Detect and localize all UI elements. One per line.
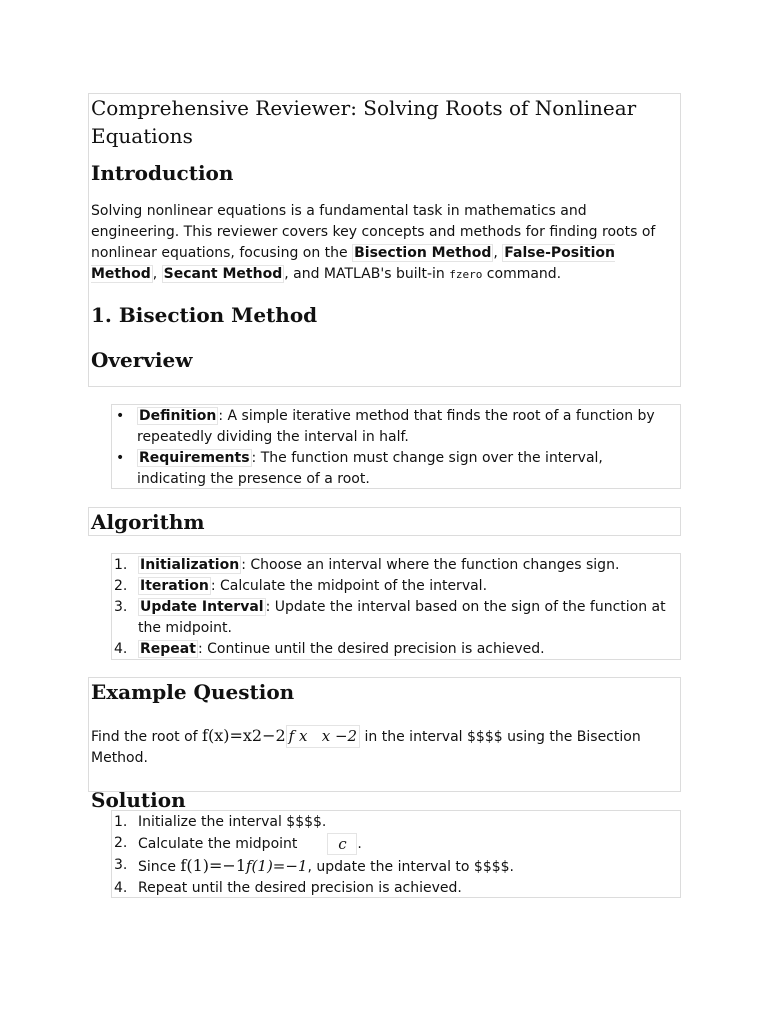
- intro-text: command.: [482, 266, 562, 282]
- requirements-term: Requirements: [139, 450, 250, 466]
- list-number: 1.: [114, 557, 128, 573]
- update-interval-term: Update Interval: [140, 599, 264, 615]
- list-number: 1.: [114, 814, 128, 830]
- solution-step-text: Initialize the interval $$$$.: [138, 814, 327, 830]
- intro-text: Solving nonlinear equations is a fundamental task in mathematics and engineering. This reviewer covers key concepts and methods for finding roots of nonlinear equations, focusing on the: [91, 203, 656, 261]
- solution-equation-rendered: f(1)=−1: [246, 857, 308, 875]
- iteration-term: Iteration: [140, 578, 209, 594]
- overview-heading: Overview: [91, 348, 193, 372]
- list-item: [113, 406, 676, 448]
- update-interval-text: : Update the interval based on the sign of the function at the midpoint.: [138, 599, 666, 636]
- list-item: [114, 812, 676, 833]
- list-item: [113, 448, 676, 490]
- algorithm-heading-block: [88, 507, 681, 536]
- example-equation-rendered: f x x −2: [286, 725, 360, 748]
- list-item: [114, 833, 676, 855]
- list-item: [114, 878, 676, 899]
- list-number: 3.: [114, 599, 128, 615]
- introduction-paragraph: [91, 201, 678, 285]
- example-prefix: Find the root of: [91, 729, 203, 745]
- repeat-text: : Continue until the desired precision is achieved.: [197, 641, 545, 657]
- requirements-text: : The function must change sign over the interval, indicating the presence of a root.: [137, 450, 603, 487]
- bisection-keyword: Bisection Method: [354, 245, 492, 261]
- initialization-text: : Choose an interval where the function changes sign.: [241, 557, 620, 573]
- algorithm-list-block: [111, 553, 681, 660]
- list-item: [114, 639, 676, 660]
- introduction-heading: Introduction: [91, 161, 234, 185]
- solution-step-punctuation: .: [357, 836, 362, 852]
- solution-step-text: Repeat until the desired precision is achieved.: [138, 880, 462, 896]
- solution-step-text: Since: [138, 859, 181, 875]
- algorithm-list: [114, 555, 676, 660]
- iteration-text: : Calculate the midpoint of the interval.: [210, 578, 488, 594]
- intro-separator: ,: [152, 266, 162, 282]
- list-item: [114, 597, 676, 639]
- definition-term: Definition: [139, 408, 217, 424]
- document-title: Comprehensive Reviewer: Solving Roots of Nonlinear Equations: [91, 96, 637, 148]
- example-suffix: in the interval $$$$ using the Bisection Method.: [91, 729, 641, 766]
- definition-text: : A simple iterative method that finds the root of a function by repeatedly dividing the interval in half.: [137, 408, 655, 445]
- list-number: 3.: [114, 857, 128, 873]
- solution-step-text: Calculate the midpoint: [138, 836, 298, 852]
- list-number: 2.: [114, 835, 128, 851]
- intro-block: [88, 93, 681, 387]
- intro-text: , and MATLAB's built-in: [284, 266, 450, 282]
- list-number: 2.: [114, 578, 128, 594]
- example-equation: f(x)=x2−2: [202, 726, 286, 745]
- list-number: 4.: [114, 880, 128, 896]
- overview-list: [113, 406, 676, 490]
- intro-separator: ,: [493, 245, 503, 261]
- list-number: 4.: [114, 641, 128, 657]
- list-item: [114, 576, 676, 597]
- solution-equation: f(1)=−1: [180, 856, 246, 875]
- fzero-code: fzero: [449, 268, 483, 281]
- repeat-term: Repeat: [140, 641, 196, 657]
- example-block: [88, 677, 681, 812]
- example-question-heading: Example Question: [91, 680, 295, 704]
- solution-list-block: [111, 810, 681, 898]
- initialization-term: Initialization: [140, 557, 240, 573]
- overview-list-block: [111, 404, 681, 489]
- false-position-keyword: False-Position Method: [91, 245, 616, 282]
- list-item: [114, 855, 676, 878]
- bisection-section-heading: 1. Bisection Method: [91, 303, 318, 327]
- solution-heading: Solution: [91, 788, 186, 812]
- example-question-text: [91, 725, 678, 769]
- secant-keyword: Secant Method: [163, 266, 283, 282]
- solution-step-text: , update the interval to $$$$.: [307, 859, 514, 875]
- midpoint-symbol: c: [327, 833, 357, 855]
- list-item: [114, 555, 676, 576]
- solution-list: [114, 812, 676, 899]
- algorithm-heading: Algorithm: [91, 510, 205, 534]
